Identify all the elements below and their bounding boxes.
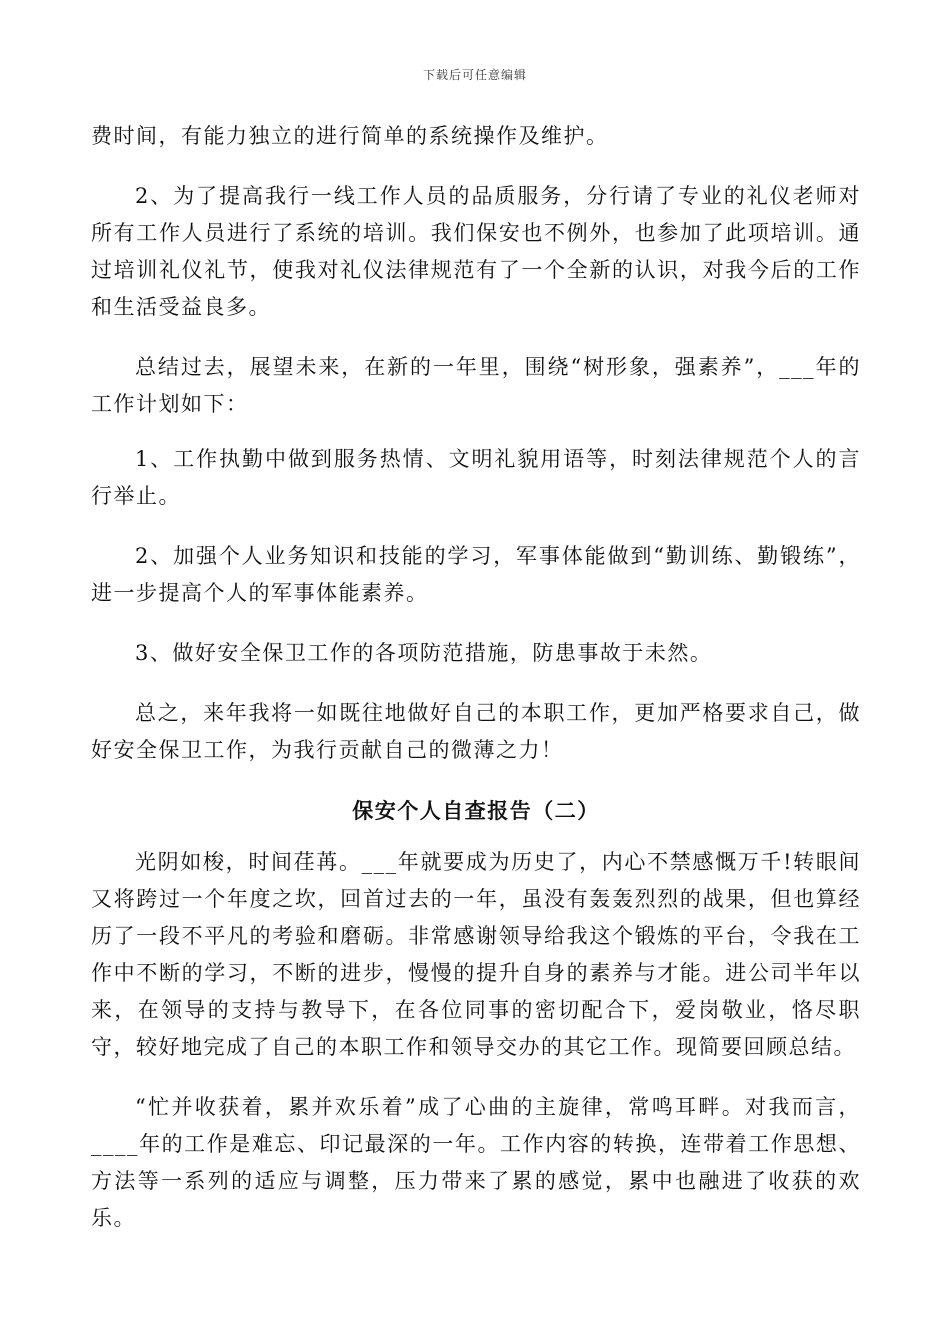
section-title: 保安个人自查报告（二） xyxy=(352,798,600,823)
paragraph-item-etiquette-training: 2、为了提高我行一线工作人员的品质服务，分行请了专业的礼仪老师对所有工作人员进行了系统的培训。我们保安也不例外，也参加了此项培训。通过培训礼仪礼节，使我对礼仪法律规范有了一个全新的认识，对我今后的工作和生活受益良多。 xyxy=(91,184,861,319)
paragraph-conclusion: 总之，来年我将一如既往地做好自己的本职工作，更加严格要求自己，做好安全保卫工作，为我行贡献自己的微薄之力！ xyxy=(91,701,861,762)
paragraph-plan-item-1: 1、工作执勤中做到服务热情、文明礼貌用语等，时刻法律规范个人的言行举止。 xyxy=(91,447,861,508)
paragraph-continuation: 费时间，有能力独立的进行简单的系统操作及维护。 xyxy=(91,124,609,148)
page-header-note: 下载后可任意编辑 xyxy=(422,68,527,82)
paragraph-summary-plan: 总结过去，展望未来，在新的一年里，围绕“树形象，强素养”，___年的工作计划如下： xyxy=(91,355,861,416)
paragraph-section2-intro: 光阴如梭，时间荏苒。___年就要成为历史了，内心不禁感慨万千!转眼间又将跨过一个年度之坎，回首过去的一年，虽没有轰轰烈烈的战果，但也算经历了一段不平凡的考验和磨砺。非常感谢领导给我这个锻炼的平台，令我在工作中不断的学习，不断的进步，慢慢的提升自身的素养与才能。进公司半年以来，在领导的支持与教导下，在各位同事的密切配合下，爱岗敬业，恪尽职守，较好地完成了自己的本职工作和领导交办的其它工作。现简要回顾总结。 xyxy=(91,850,861,1059)
document-body xyxy=(91,118,861,1260)
paragraph-plan-item-2: 2、加强个人业务知识和技能的学习，军事体能做到“勤训练、勤锻练”，进一步提高个人的军事体能素养。 xyxy=(91,544,861,605)
paragraph-plan-item-3: 3、做好安全保卫工作的各项防范措施，防患事故于未然。 xyxy=(135,641,713,665)
paragraph-section2-busy: “忙并收获着，累并欢乐着”成了心曲的主旋律，常鸣耳畔。对我而言，____年的工作是难忘、印记最深的一年。工作内容的转换，连带着工作思想、方法等一系列的适应与调整，压力带来了累的感觉，累中也融进了收获的欢乐。 xyxy=(91,1095,861,1230)
